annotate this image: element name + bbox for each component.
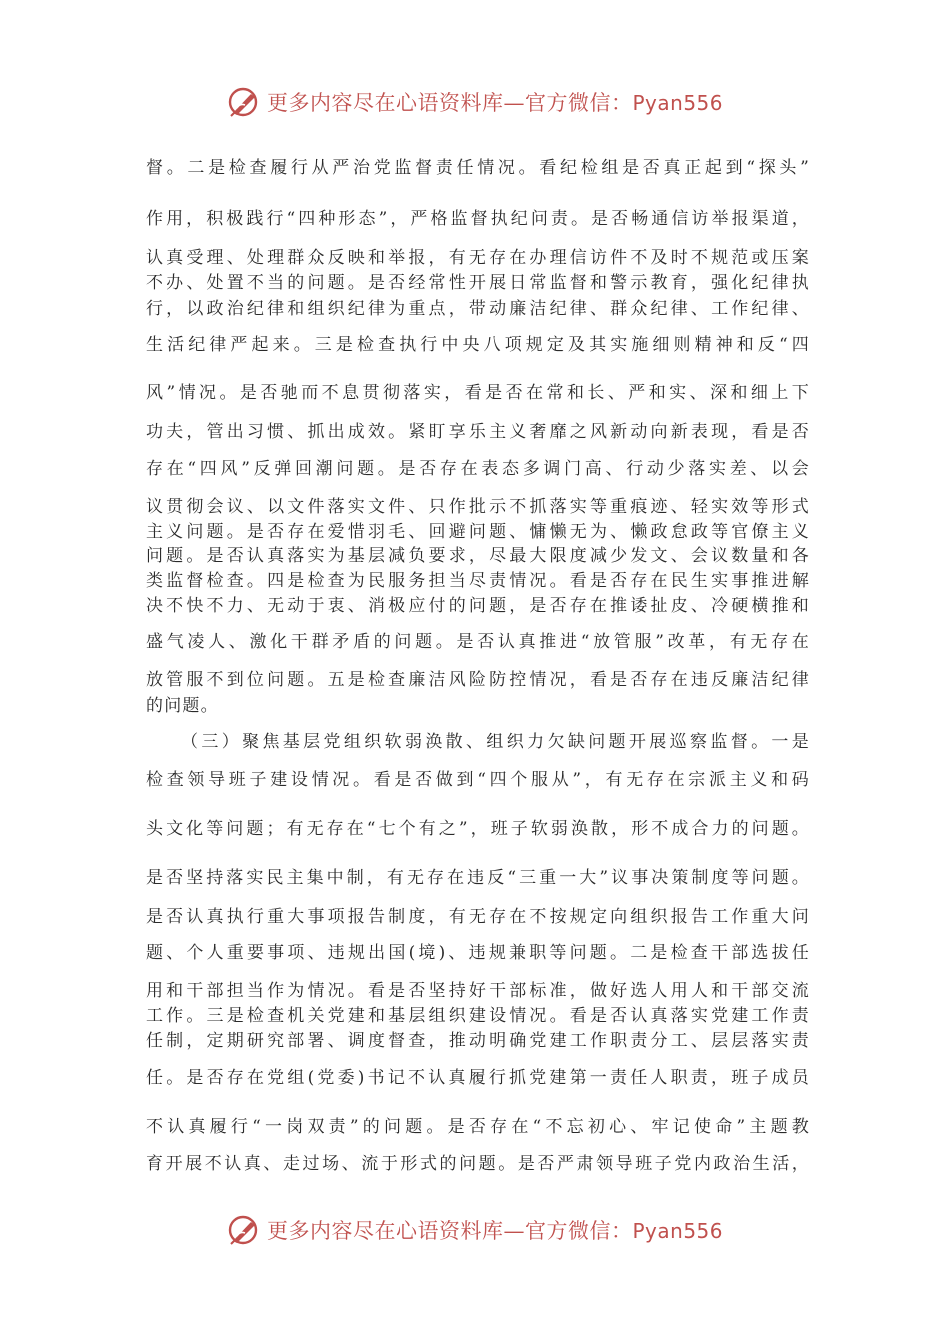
text-line: 功夫，管出习惯、抓出成效。紧盯享乐主义奢靡之风新动向新表现，看是否 (146, 422, 810, 442)
banner-text: 更多内容尽在心语资料库—官方微信：Pyan556 (266, 1219, 723, 1243)
text-line: 题、个人重要事项、违规出国(境)、违规兼职等问题。二是检查干部选拔任 (146, 943, 810, 963)
pen-logo-icon (227, 85, 261, 119)
text-line: 检查领导班子建设情况。看是否做到“四个服从”，有无存在宗派主义和码 (146, 770, 810, 790)
pen-logo-icon (227, 1213, 261, 1247)
footer-banner (0, 1208, 950, 1252)
text-line: 督。二是检查履行从严治党监督责任情况。看纪检组是否真正起到“探头” (146, 158, 810, 178)
section-heading-line: （三）聚焦基层党组织软弱涣散、组织力欠缺问题开展巡察监督。一是 (181, 732, 810, 752)
text-line: 存在“四风”反弹回潮问题。是否存在表态多调门高、行动少落实差、以会 (146, 459, 810, 479)
text-line: 工作。三是检查机关党建和基层组织建设情况。看是否认真落实党建工作责 (146, 1006, 810, 1026)
text-line: 不认真履行“一岗双责”的问题。是否存在“不忘初心、牢记使命”主题教 (146, 1117, 810, 1137)
text-line: 问题。是否认真落实为基层减负要求，尽最大限度减少发文、会议数量和各 (146, 546, 810, 566)
text-line: 风”情况。是否驰而不息贯彻落实，看是否在常和长、严和实、深和细上下 (146, 383, 810, 403)
text-line: 类监督检查。四是检查为民服务担当尽责情况。看是否存在民生实事推进解 (146, 571, 810, 591)
text-line: 盛气凌人、激化干群矛盾的问题。是否认真推进“放管服”改革，有无存在 (146, 632, 810, 652)
header-banner (0, 80, 950, 124)
text-line: 的问题。 (146, 696, 219, 716)
text-line: 任制，定期研究部署、调度督查，推动明确党建工作职责分工、层层落实责 (146, 1031, 810, 1051)
text-line: 认真受理、处理群众反映和举报，有无存在办理信访件不及时不规范或压案 (146, 248, 810, 268)
text-line: 作用，积极践行“四种形态”，严格监督执纪问责。是否畅通信访举报渠道， (146, 209, 810, 229)
text-line: 用和干部担当作为情况。看是否坚持好干部标准，做好选人用人和干部交流 (146, 981, 810, 1001)
text-line: 放管服不到位问题。五是检查廉洁风险防控情况，看是否存在违反廉洁纪律 (146, 670, 810, 690)
text-line: 议贯彻会议、以文件落实文件、只作批示不抓落实等重痕迹、轻实效等形式 (146, 497, 810, 517)
banner-text: 更多内容尽在心语资料库—官方微信：Pyan556 (266, 91, 723, 115)
text-line: 是否坚持落实民主集中制，有无存在违反“三重一大”议事决策制度等问题。 (146, 868, 810, 888)
text-line: 任。是否存在党组(党委)书记不认真履行抓党建第一责任人职责，班子成员 (146, 1068, 810, 1088)
text-line: 头文化等问题；有无存在“七个有之”，班子软弱涣散，形不成合力的问题。 (146, 819, 810, 839)
text-line: 不办、处置不当的问题。是否经常性开展日常监督和警示教育，强化纪律执 (146, 273, 810, 293)
text-line: 育开展不认真、走过场、流于形式的问题。是否严肃领导班子党内政治生活， (146, 1154, 810, 1174)
text-line: 生活纪律严起来。三是检查执行中央八项规定及其实施细则精神和反“四 (146, 335, 810, 355)
text-line: 是否认真执行重大事项报告制度，有无存在不按规定向组织报告工作重大问 (146, 907, 810, 927)
text-line: 行，以政治纪律和组织纪律为重点，带动廉洁纪律、群众纪律、工作纪律、 (146, 299, 810, 319)
text-line: 决不快不力、无动于衷、消极应付的问题，是否存在推诿扯皮、冷硬横推和 (146, 596, 810, 616)
wechat-id: Pyan556 (632, 91, 723, 115)
wechat-id: Pyan556 (632, 1219, 723, 1243)
text-line: 主义问题。是否存在爱惜羽毛、回避问题、慵懒无为、懒政怠政等官僚主义 (146, 522, 810, 542)
